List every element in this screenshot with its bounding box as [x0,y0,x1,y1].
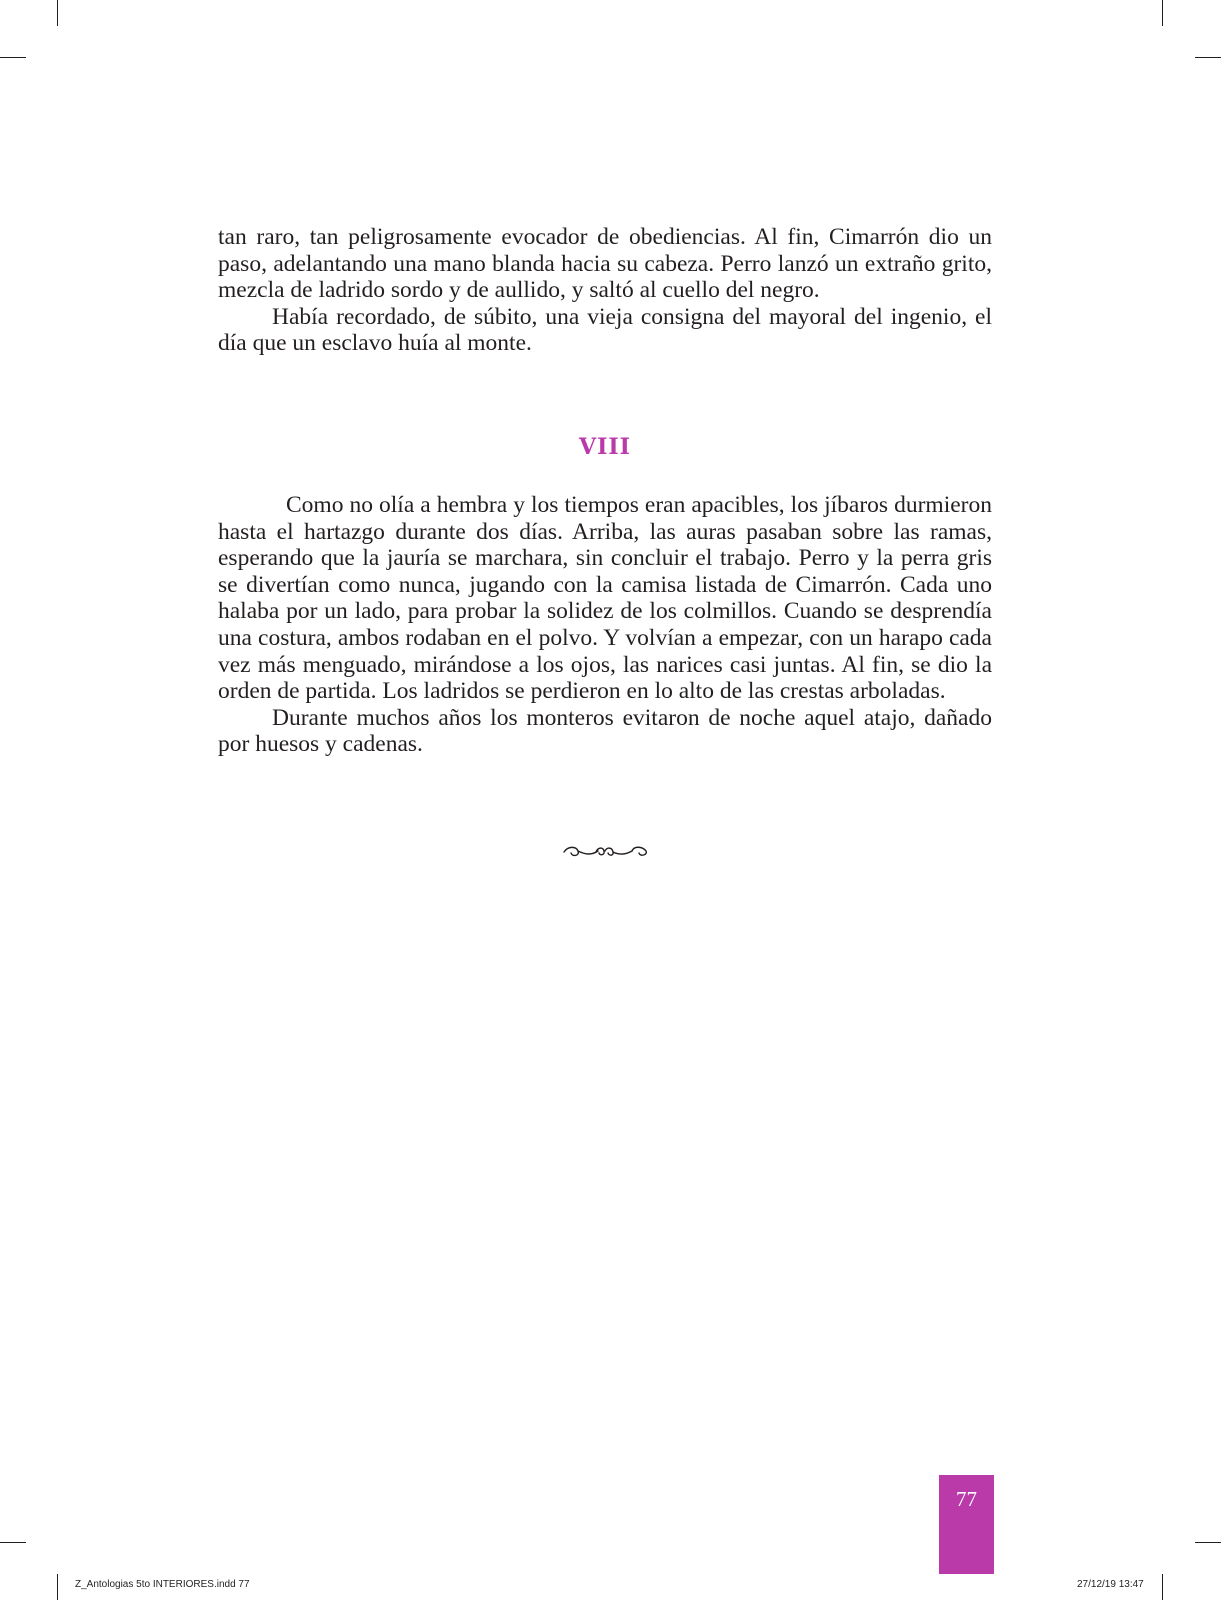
body-text-bottom [218,492,992,758]
slug-file-name: Z_Antologias 5to INTERIORES.indd 77 [75,1579,250,1590]
crop-mark-top-right [1162,0,1163,26]
paragraph: Durante muchos años los monteros evitaron de noche aquel atajo, dañado por huesos y cadenas. [218,704,992,758]
flourish-ornament-icon [562,842,648,862]
crop-mark-top-left-h [0,57,26,58]
crop-mark-bottom-left [57,1574,58,1600]
page-number-tab [939,1475,994,1574]
crop-mark-bottom-right-h [1195,1542,1221,1543]
paragraph: Había recordado, de súbito, una vieja consigna del mayoral del ingenio, el día que un esclavo huía al monte. [218,303,992,357]
body-text-top [218,224,992,357]
section-heading: VIII [579,434,631,460]
page-number: 77 [956,1487,977,1511]
crop-mark-bottom-right [1162,1574,1163,1600]
slug-date-time: 27/12/19 13:47 [1077,1579,1144,1590]
paragraph: Como no olía a hembra y los tiempos eran apacibles, los jíbaros durmieron hasta el hartazgo durante dos días. Arriba, las auras pasaban sobre las ramas, esperando que la jauría se marchara, sin concluir el trabajo. Perro y la perra gris se divertían como nunca, jugando con la camisa listada de Cimarrón. Cada uno halaba por un lado, para probar la solidez de los colmillos. Cuando se desprendía una costura, ambos rodaban en el polvo. Y volvían a empezar, con un harapo cada vez más menguado, mirándose a los ojos, las narices casi juntas. Al fin, se dio la orden de partida. Los ladridos se perdieron en lo alto de las crestas arboladas. [218,492,992,705]
crop-mark-top-left [57,0,58,26]
crop-mark-top-right-h [1195,57,1221,58]
crop-mark-bottom-left-h [0,1542,26,1543]
paragraph: tan raro, tan peligrosamente evocador de obediencias. Al fin, Cimarrón dio un paso, adelantando una mano blanda hacia su cabeza. Perro lanzó un extraño grito, mezcla de ladrido sordo y de aullido, y saltó al cuello del negro. [218,224,992,304]
